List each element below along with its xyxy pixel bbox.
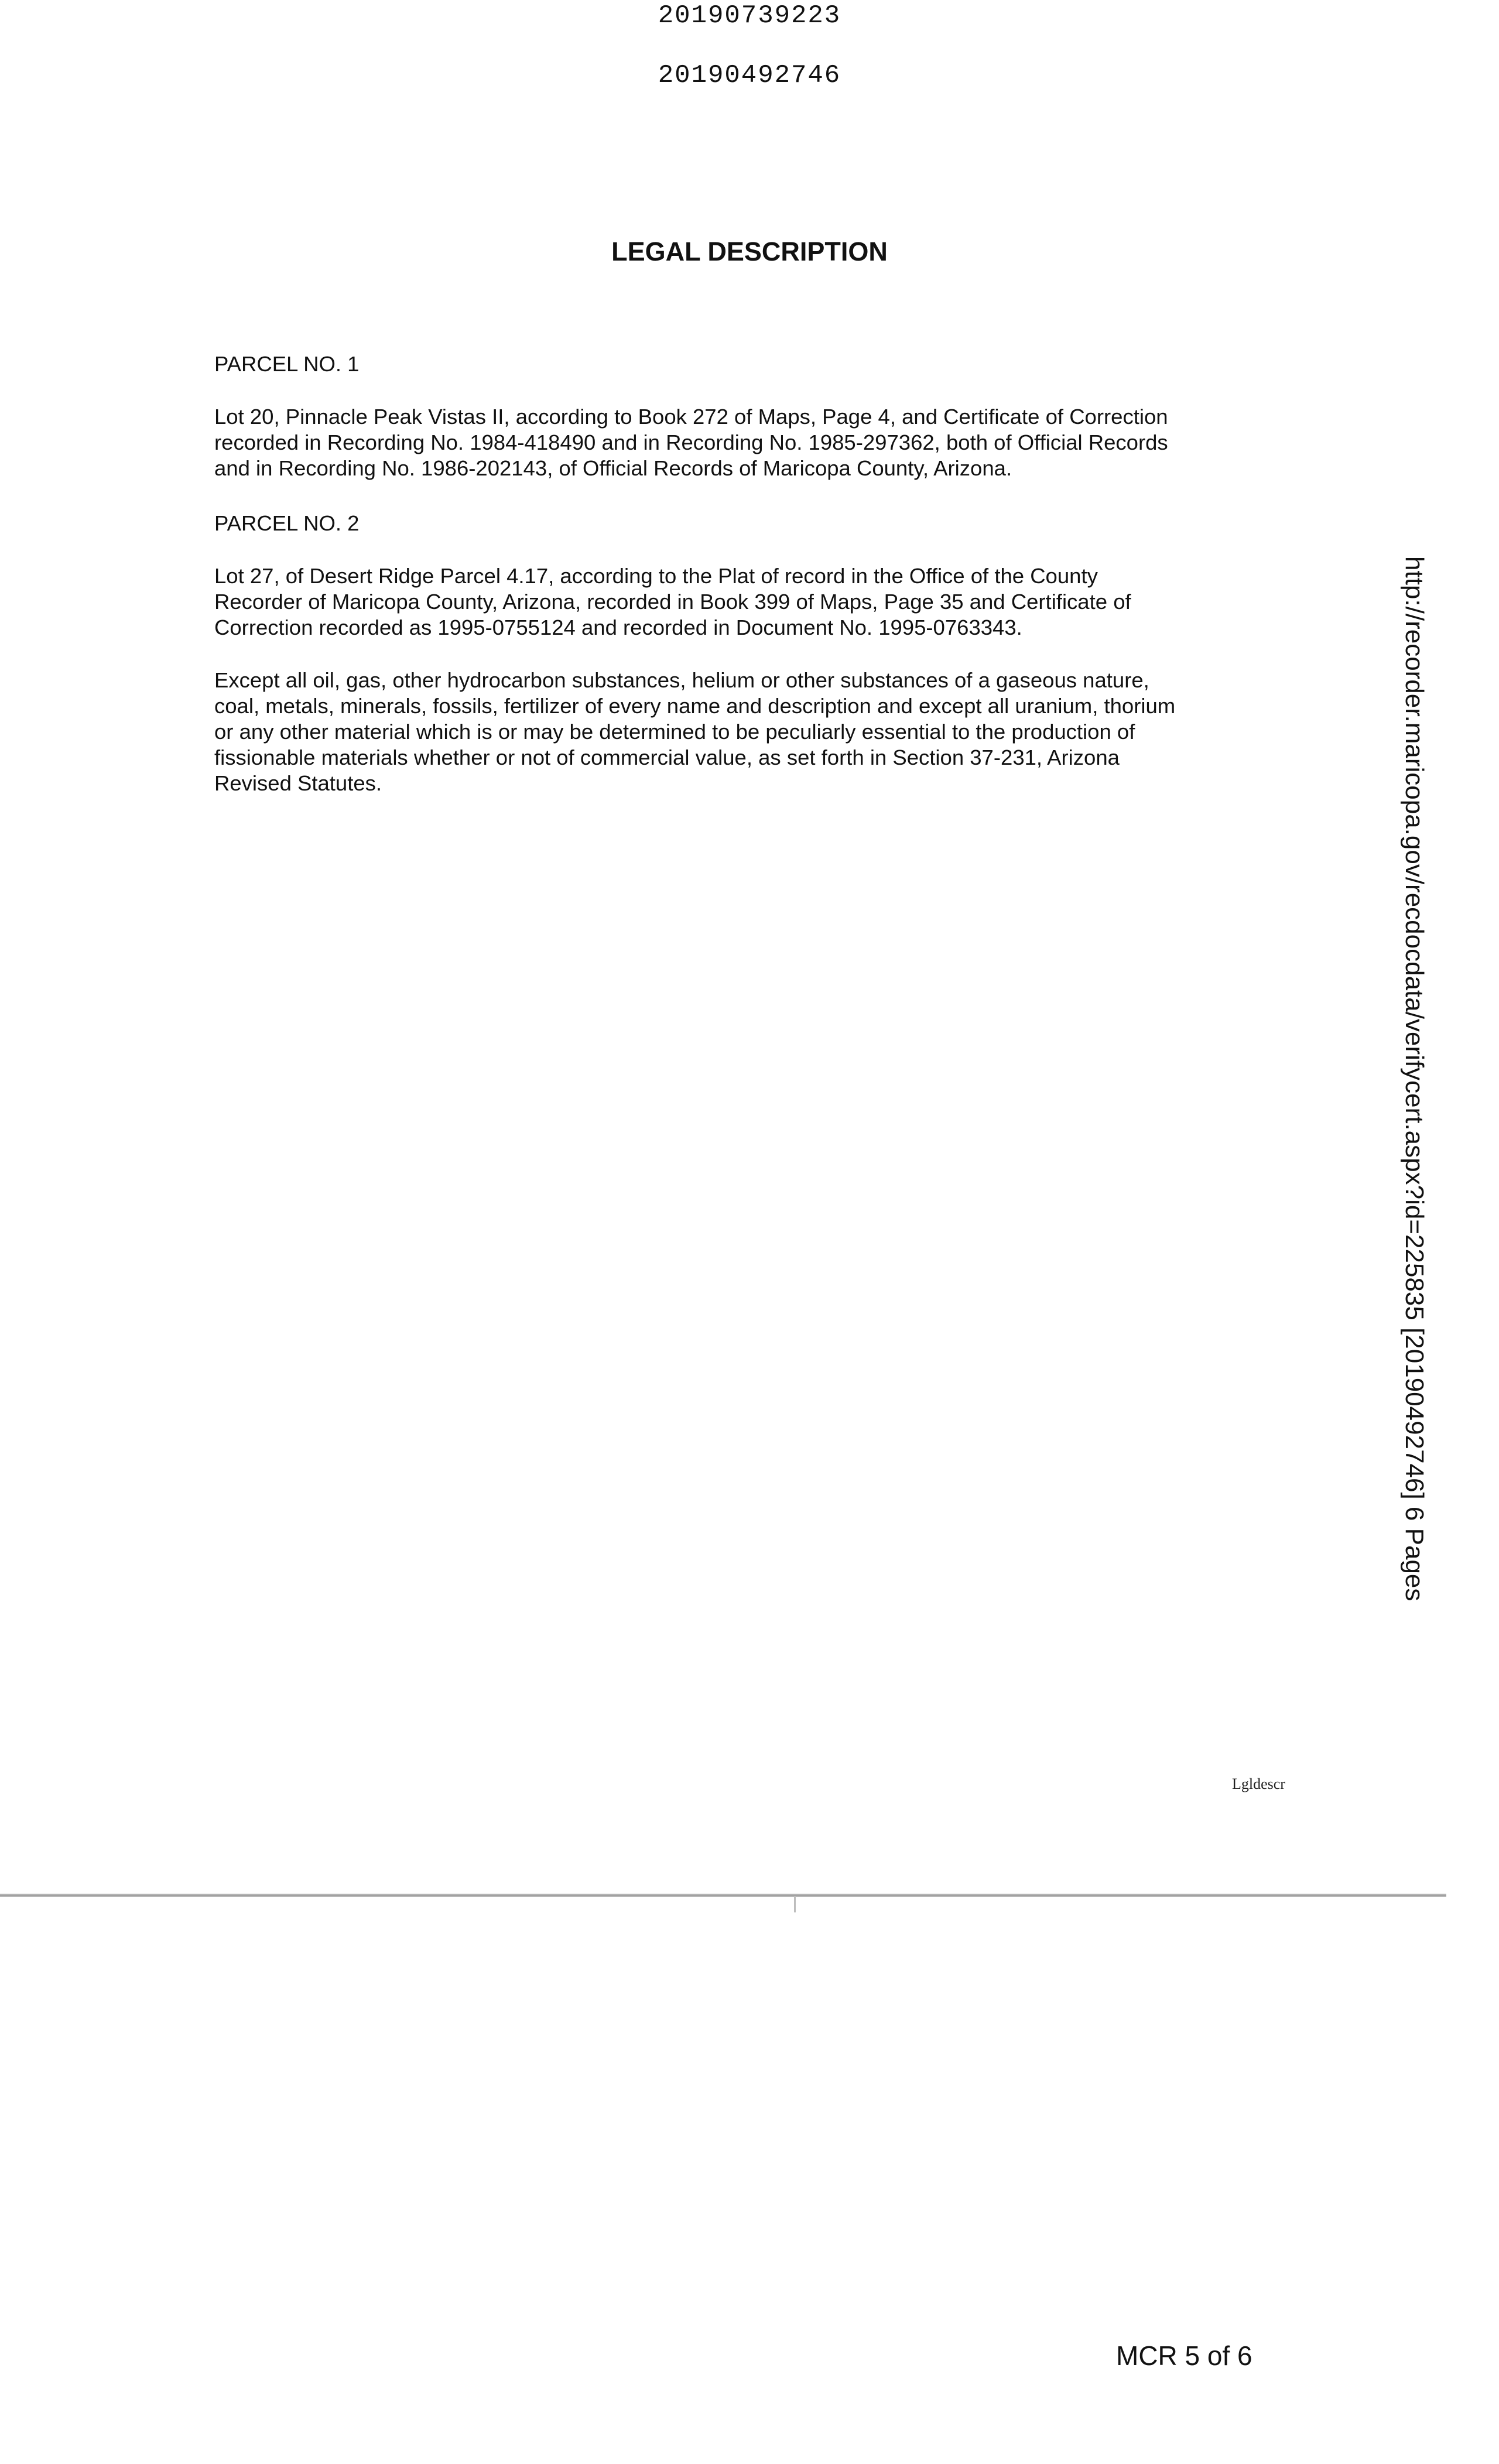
parcel-1-description xyxy=(214,404,1168,481)
mineral-exception-clause xyxy=(214,668,1175,796)
exception-line: Revised Statutes. xyxy=(214,771,382,795)
parcel-1-heading: PARCEL NO. 1 xyxy=(214,352,360,376)
parcel-2-line: Lot 27, of Desert Ridge Parcel 4.17, according to the Plat of record in the Office of the County xyxy=(214,564,1098,588)
parcel-1-line: and in Recording No. 1986-202143, of Official Records of Maricopa County, Arizona. xyxy=(214,456,1012,480)
parcel-2-line: Correction recorded as 1995-0755124 and recorded in Document No. 1995-0763343. xyxy=(214,615,1022,639)
verification-url: http://recorder.maricopa.gov/recdocdata/verifycert.aspx?id=225835 [20190492746] 6 Pages xyxy=(1400,556,1429,1601)
document-title: LEGAL DESCRIPTION xyxy=(611,237,888,266)
parcel-2-description xyxy=(214,563,1131,641)
exception-line: Except all oil, gas, other hydrocarbon substances, helium or other substances of a gaseous nature, xyxy=(214,668,1149,692)
form-code-label: Lgldescr xyxy=(1232,1775,1285,1792)
exception-line: or any other material which is or may be determined to be peculiarly essential to the production of xyxy=(214,720,1135,744)
verification-url-margin xyxy=(1400,556,1429,1657)
scan-divider-tick xyxy=(794,1896,796,1912)
scan-divider-line xyxy=(0,1894,1446,1897)
parcel-1-line: recorded in Recording No. 1984-418490 and in Recording No. 1985-297362, both of Official Records xyxy=(214,430,1168,454)
recording-number-top: 20190739223 xyxy=(658,1,841,30)
parcel-2-line: Recorder of Maricopa County, Arizona, recorded in Book 399 of Maps, Page 35 and Certificate of xyxy=(214,590,1131,614)
page-number-footer: MCR 5 of 6 xyxy=(1116,2340,1252,2371)
exception-line: coal, metals, minerals, fossils, fertilizer of every name and description and except all uranium, thorium xyxy=(214,694,1176,718)
exception-line: fissionable materials whether or not of commercial value, as set forth in Section 37-231, Arizona xyxy=(214,745,1120,769)
recording-number-secondary: 20190492746 xyxy=(658,61,841,90)
parcel-1-line: Lot 20, Pinnacle Peak Vistas II, according to Book 272 of Maps, Page 4, and Certificate of Correction xyxy=(214,405,1168,429)
parcel-2-heading: PARCEL NO. 2 xyxy=(214,511,360,535)
